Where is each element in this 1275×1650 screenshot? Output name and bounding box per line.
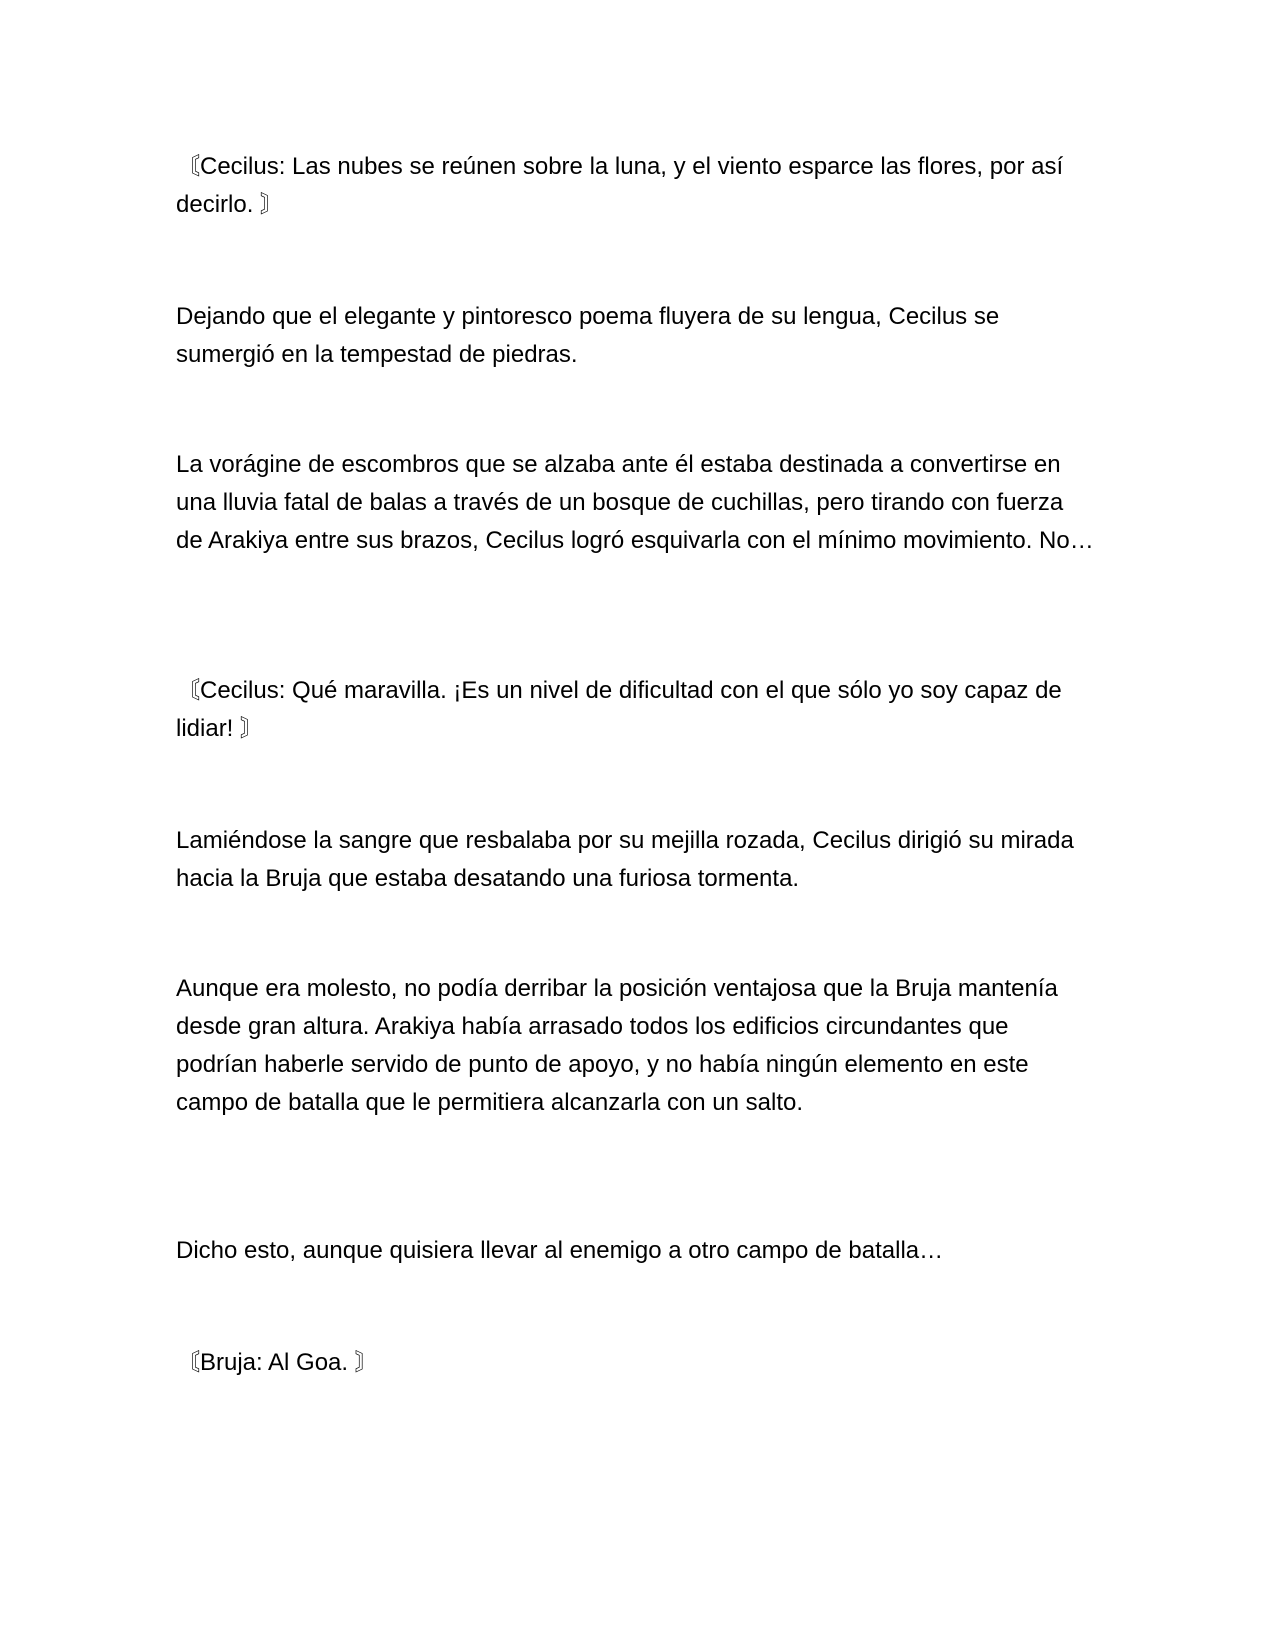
paragraph-3: Lamiéndose la sangre que resbalaba por su mejilla rozada, Cecilus dirigió su mirada hacia la Bruja que estaba desatando una furiosa tormenta. <box>176 827 1074 892</box>
paragraph-4: Aunque era molesto, no podía derribar la posición ventajosa que la Bruja mantenía desde gran altura. Arakiya había arrasado todos los edificios circundantes que podrían haberle servido de punto de apoyo, y no había ningún elemento en este campo de batalla que le permitiera alcanzarla con un salto. <box>176 975 1058 1116</box>
paragraph-5: Dicho esto, aunque quisiera llevar al enemigo a otro campo de batalla… <box>176 1237 944 1264</box>
dialogue-bruja: 〘Bruja: Al Goa. 〙 <box>176 1349 379 1376</box>
dialogue-cecilus-2: 〘Cecilus: Qué maravilla. ¡Es un nivel de dificultad con el que sólo yo soy capaz de lidiar! 〙 <box>176 677 1062 742</box>
paragraph-2: La vorágine de escombros que se alzaba ante él estaba destinada a convertirse en una lluvia fatal de balas a través de un bosque de cuchillas, pero tirando con fuerza de Arakiya entre sus brazos, Cecilus logró esquivarla con el mínimo movimiento. No… <box>176 451 1094 554</box>
dialogue-cecilus-1: 〘Cecilus: Las nubes se reúnen sobre la luna, y el viento esparce las flores, por así decirlo. 〙 <box>176 153 1064 218</box>
paragraph-1: Dejando que el elegante y pintoresco poema fluyera de su lengua, Cecilus se sumergió en la tempestad de piedras. <box>176 303 1000 368</box>
